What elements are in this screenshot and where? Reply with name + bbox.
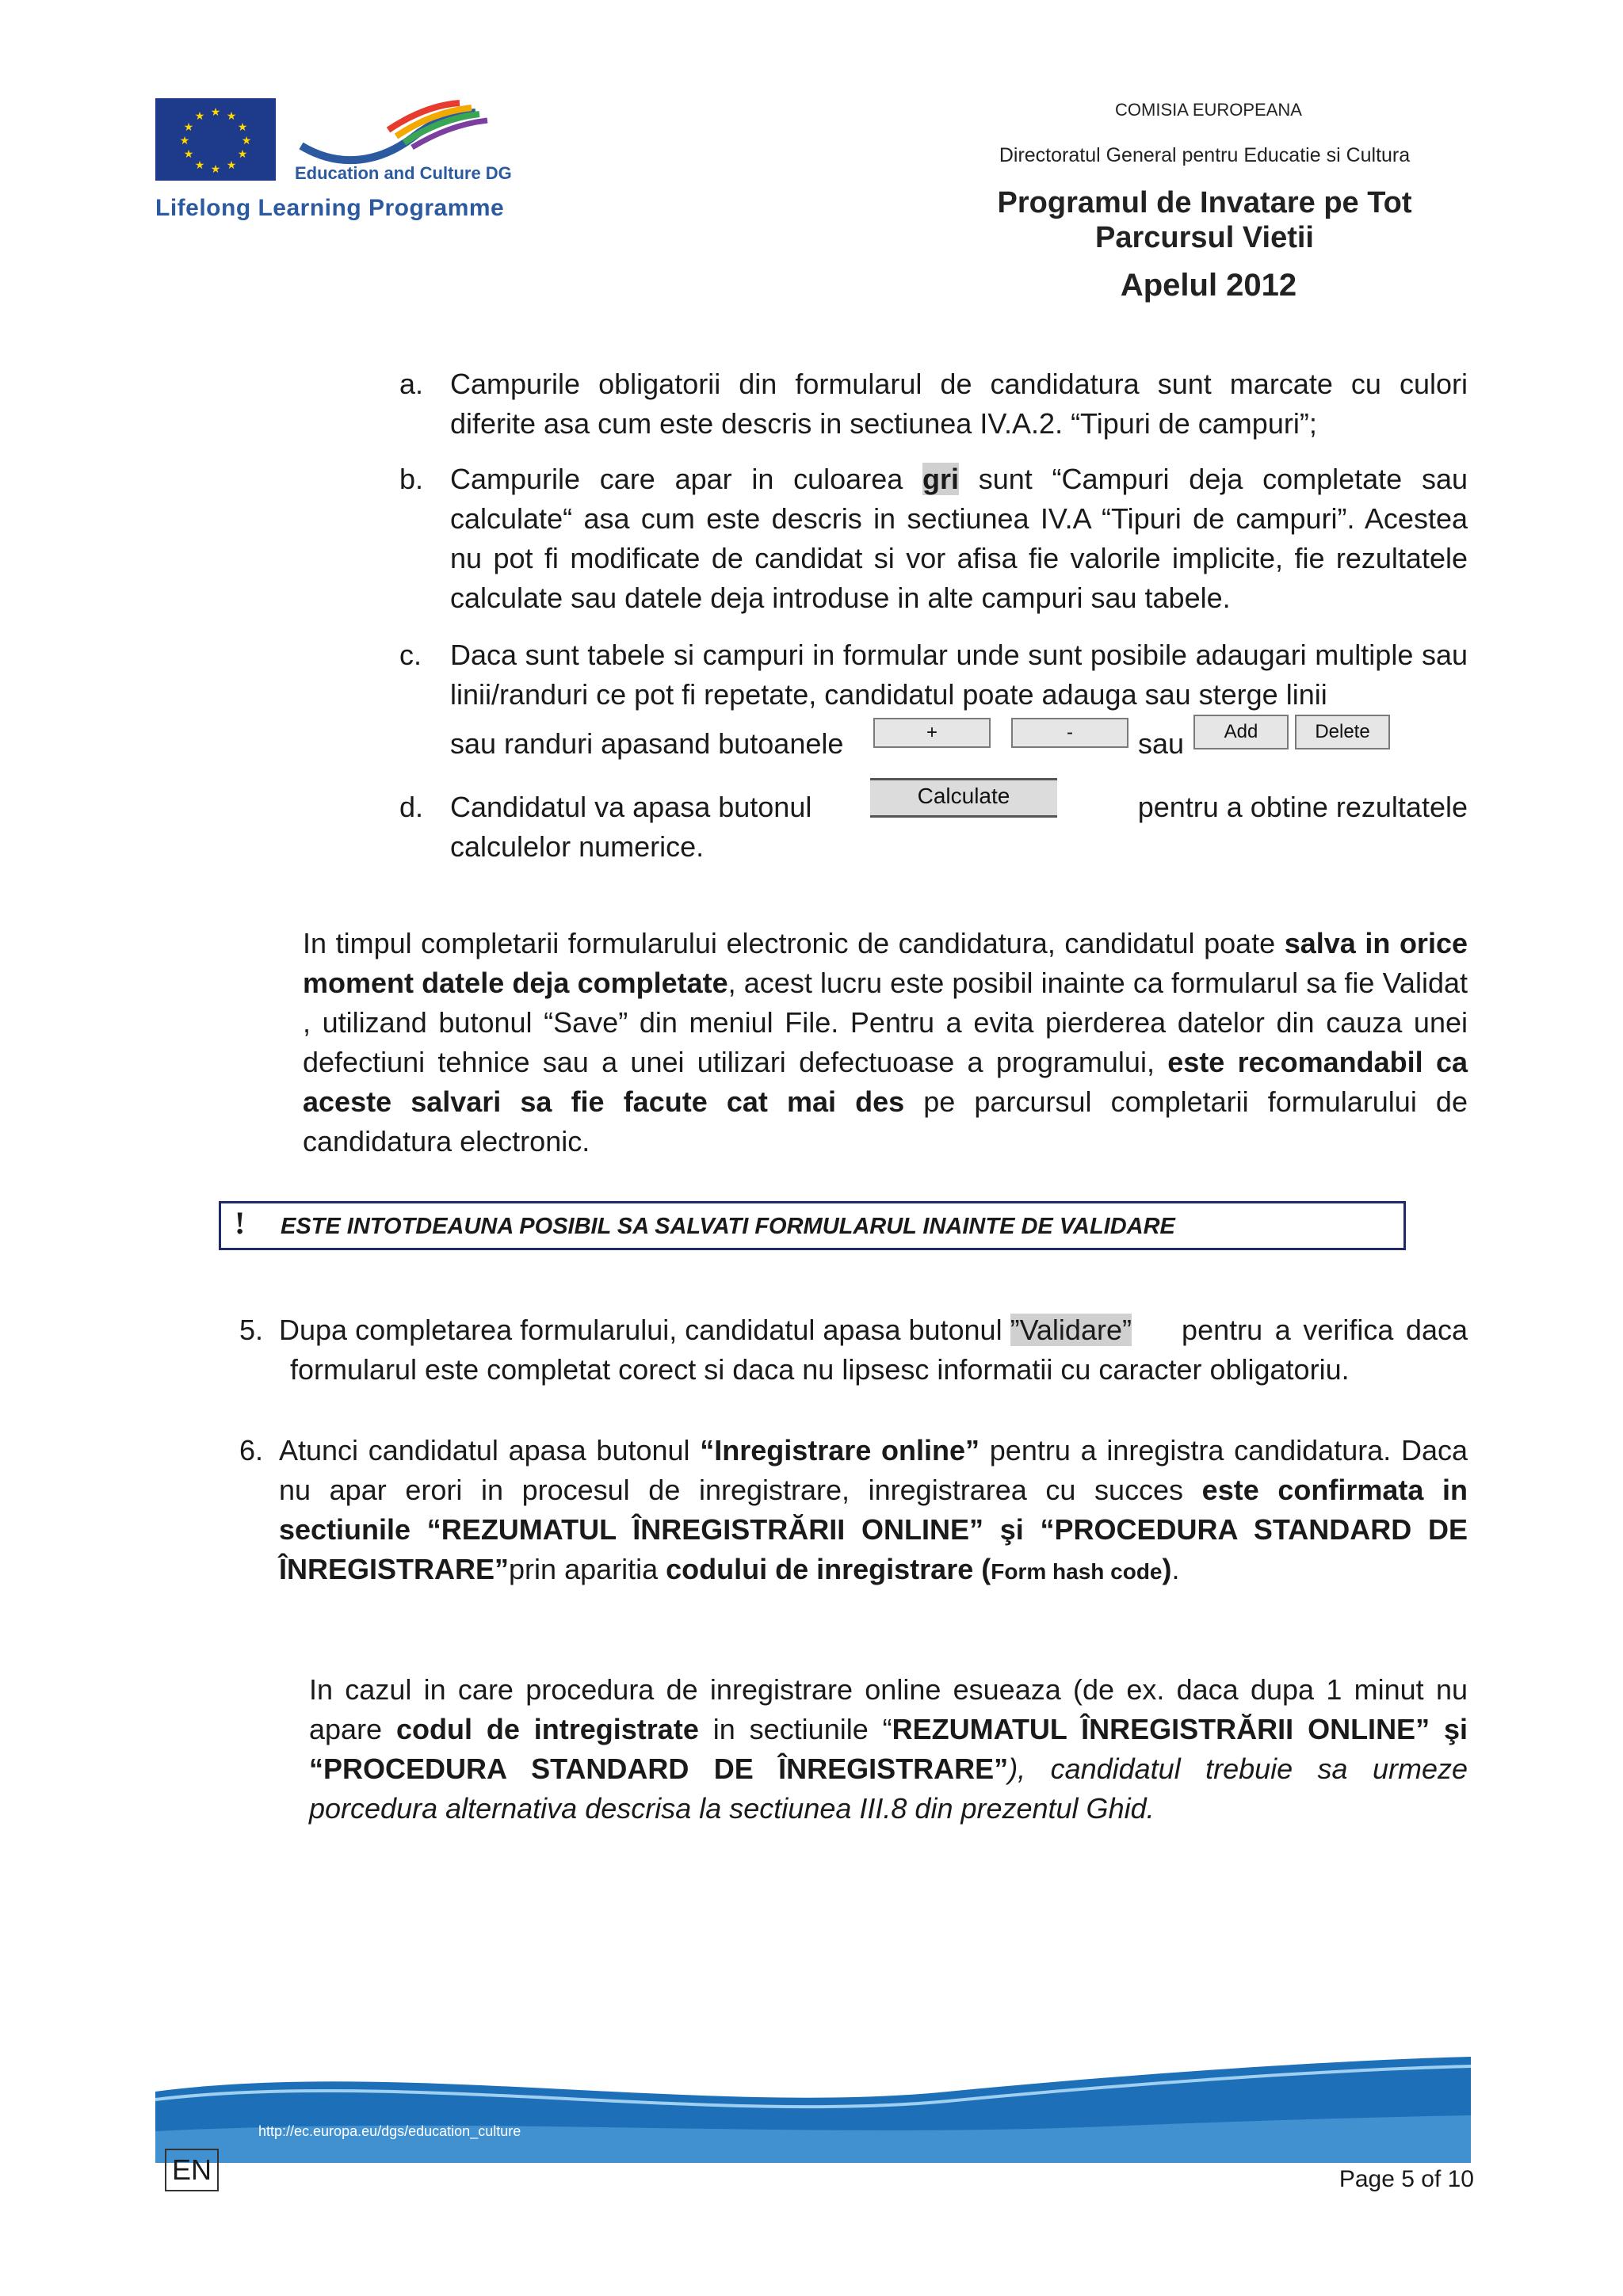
svg-text:★: ★: [183, 148, 194, 161]
form-hash-code: Form hash code: [991, 1559, 1163, 1584]
footer-wave-decoration: [155, 2044, 1471, 2163]
svg-text:★: ★: [237, 148, 248, 161]
header-directorate: Directoratul General pentru Educatie si Cultura: [999, 144, 1411, 166]
item-c-sau: sau: [1138, 727, 1185, 760]
item-d-label: d.: [399, 791, 424, 823]
svg-text:★: ★: [194, 159, 205, 172]
logo-dg-text: Education and Culture DG: [295, 163, 512, 183]
validare-highlight: ”Validare”: [1010, 1314, 1132, 1346]
header-commission: COMISIA EUROPEANA: [1115, 100, 1302, 120]
online-failure-paragraph: [309, 1670, 1468, 1829]
para1-b1: salva in orice moment datele deja completate: [303, 927, 1468, 999]
svg-text:★: ★: [237, 121, 248, 134]
item-b-gray-highlight: gri: [922, 463, 959, 495]
language-badge: EN: [165, 2149, 219, 2191]
eu-stars-icon: [155, 98, 276, 181]
page-number: Page 5 of 10: [1338, 2166, 1474, 2192]
step-5-text: [290, 1310, 1468, 1390]
step6-b1: “Inregistrare online”: [700, 1434, 980, 1466]
step-5-label: 5.: [239, 1314, 264, 1346]
step6-b5: ): [1162, 1553, 1172, 1585]
item-c-label: c.: [399, 639, 422, 671]
step5-t1: Dupa completarea formularului, candidatul apasa butonul: [279, 1314, 1010, 1346]
step-6-text: [279, 1431, 1468, 1592]
item-b-post: sunt “Campuri deja completate sau calculate“ asa cum este descris in sectiunea IV.A “Tipuri de campuri”. Acestea nu pot fi modificate de candidat si vor afisa fie valorile implicite, fie rezultatele calculate sau datele deja introduse in alte campuri sau tabele.: [450, 463, 1468, 614]
add-button[interactable]: Add: [1193, 715, 1289, 749]
item-b-label: b.: [399, 463, 424, 495]
header-call-year: Apelul 2012: [1120, 268, 1297, 303]
svg-text:★: ★: [183, 121, 194, 134]
exclamation-icon: !: [235, 1205, 246, 1241]
item-a-text: Campurile obligatorii din formularul de candidatura sunt marcate cu culori diferite asa cum este descris in sectiunea IV.A.2. “Tipuri de campuri”;: [450, 368, 1468, 440]
eu-flag-logo: [155, 98, 276, 181]
svg-text:★: ★: [226, 110, 237, 123]
minus-button[interactable]: -: [1011, 718, 1128, 748]
step6-t3: prin aparitia: [509, 1553, 666, 1585]
svg-text:★: ★: [210, 163, 221, 176]
para2-b1: codul de intregistrate: [395, 1713, 699, 1745]
para2-italic: ), candidatul trebuie sa urmeze porcedura alternativa descrisa la sectiunea III.8 din prezentul Ghid.: [309, 1753, 1468, 1825]
para2-b2: REZUMATUL ÎNREGISTRĂRII ONLINE” şi “PROCEDURA STANDARD DE ÎNREGISTRARE”: [309, 1713, 1468, 1785]
svg-text:★: ★: [226, 159, 237, 172]
svg-text:★: ★: [179, 135, 190, 147]
para1-t3: pe parcursul completarii formularului de candidatura electronic.: [303, 1085, 1468, 1158]
para1-t1: In timpul completarii formularului electronic de candidatura, candidatul poate: [303, 927, 1285, 959]
para1-b2: este recomandabil ca aceste salvari sa fie facute cat mai des: [303, 1046, 1468, 1118]
header-programme: [935, 185, 1474, 255]
header-programme-line2: Parcursul Vietii: [1095, 221, 1314, 254]
para1-t2: , acest lucru este posibil inainte ca formularul sa fie Validat , utilizand butonul “Save” din meniul File. Pentru a evita pierderea datelor din cauza unei defectiuni tehnice sau a unei utilizari defectuoase a programului,: [303, 967, 1468, 1078]
item-c-text: Daca sunt tabele si campuri in formular unde sunt posibile adaugari multiple sau linii/randuri ce pot fi repetate, candidatul poate adauga sau sterge linii: [450, 639, 1468, 711]
save-info-paragraph: [303, 924, 1468, 1161]
para2-t1: In cazul in care procedura de inregistrare online esueaza (de ex. daca dupa 1 minut nu apare: [309, 1673, 1468, 1745]
calculate-button[interactable]: Calculate: [870, 778, 1057, 818]
item-d-post2: calculelor numerice.: [450, 830, 705, 863]
header-programme-line1: Programul de Invatare pe Tot: [997, 186, 1412, 219]
step-6-label: 6.: [239, 1434, 264, 1466]
para2-t2: in sectiunile “: [698, 1713, 892, 1745]
item-a-label: a.: [399, 368, 424, 400]
item-d-post: pentru a obtine rezultatele: [1137, 791, 1468, 823]
step6-b2: este confirmata in sectiunile “REZUMATUL ÎNREGISTRĂRII ONLINE” şi “PROCEDURA STANDARD DE ÎNREGISTRARE”: [279, 1474, 1468, 1585]
item-b-pre: Campurile care apar in culoarea: [450, 463, 922, 495]
item-d-pre: Candidatul va apasa butonul: [450, 791, 812, 823]
svg-text:★: ★: [241, 135, 252, 147]
item-c-tail: sau randuri apasand butoanele: [450, 727, 844, 760]
step6-t2: pentru a inregistra candidatura. Daca nu apar erori in procesul de inregistrare, inregistrarea cu succes: [279, 1434, 1468, 1506]
delete-button[interactable]: Delete: [1295, 715, 1390, 749]
step5-t2: pentru a verifica daca formularul este completat corect si daca nu lipsesc informatii cu caracter obligatoriu.: [290, 1314, 1468, 1386]
step6-t4: .: [1171, 1553, 1180, 1585]
step6-b3: codului de inregistrare (: [666, 1553, 991, 1585]
warning-text: ESTE INTOTDEAUNA POSIBIL SA SALVATI FORMULARUL INAINTE DE VALIDARE: [281, 1214, 1175, 1239]
plus-button[interactable]: +: [873, 718, 991, 748]
education-culture-swoosh-logo: [293, 98, 499, 171]
svg-text:★: ★: [210, 106, 221, 119]
step6-t1: Atunci candidatul apasa butonul: [279, 1434, 701, 1466]
svg-text:★: ★: [194, 110, 205, 123]
logo-programme-text: Lifelong Learning Programme: [155, 195, 505, 221]
item-b-text: [450, 460, 1468, 618]
footer-url-link[interactable]: http://ec.europa.eu/dgs/education_culture: [258, 2123, 521, 2139]
